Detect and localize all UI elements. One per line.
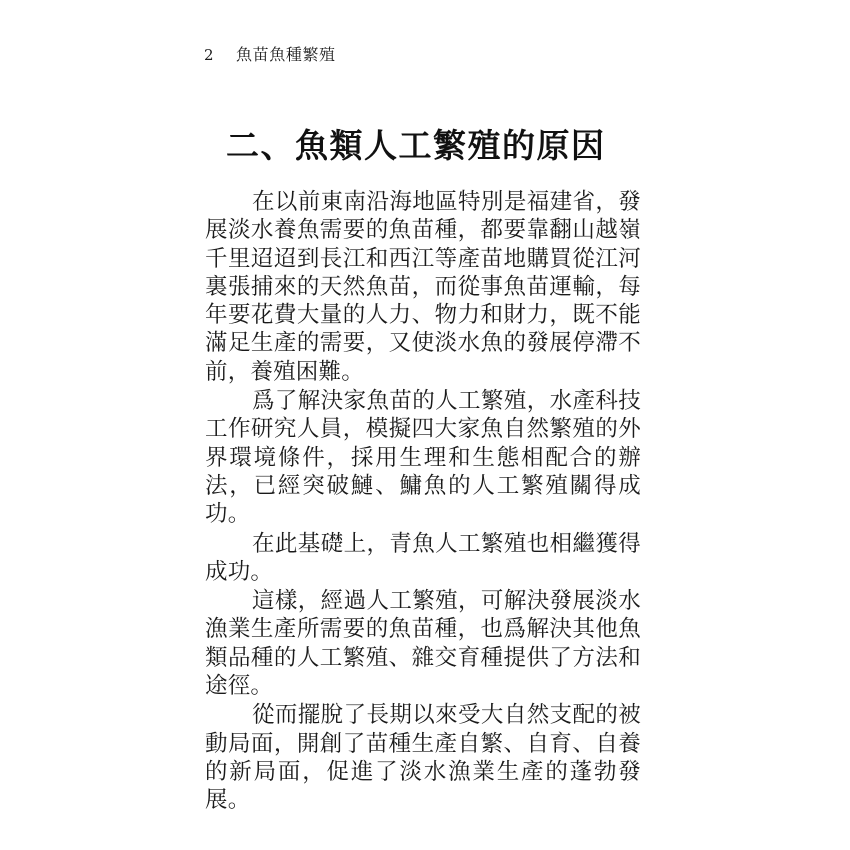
paragraph: 這樣，經過人工繁殖，可解決發展淡水漁業生產所需要的魚苗種，也爲解決其他魚類品種的人工繁殖、雜交育種提供了方法和途徑。 — [205, 588, 641, 700]
body-text — [205, 188, 641, 815]
paragraph: 從而擺脫了長期以來受大自然支配的被動局面，開創了苗種生產自繁、自育、自養的新局面，促進了淡水漁業生產的蓬勃發展。 — [205, 702, 641, 814]
running-head — [204, 42, 336, 65]
running-head-title: 魚苗魚種繁殖 — [236, 45, 336, 64]
paragraph: 在以前東南沿海地區特別是福建省，發展淡水養魚需要的魚苗種，都要靠翻山越嶺千里迢迢到長江和西江等產苗地購買從江河裏張捕來的天然魚苗，而從事魚苗運輸，每年要花費大量的人力、物力和財力，既不能滿足生產的需要，又使淡水魚的發展停滯不前，養殖困難。 — [205, 189, 641, 385]
section-heading: 二、魚類人工繁殖的原因 — [226, 126, 606, 166]
paragraph: 爲了解決家魚苗的人工繁殖，水產科技工作研究人員，模擬四大家魚自然繁殖的外界環境條件，採用生理和生態相配合的辦法，已經突破鰱、鱅魚的人工繁殖關得成功。 — [205, 388, 641, 528]
page-number: 2 — [204, 46, 215, 64]
paragraph: 在此基礎上，青魚人工繁殖也相繼獲得成功。 — [205, 530, 641, 585]
